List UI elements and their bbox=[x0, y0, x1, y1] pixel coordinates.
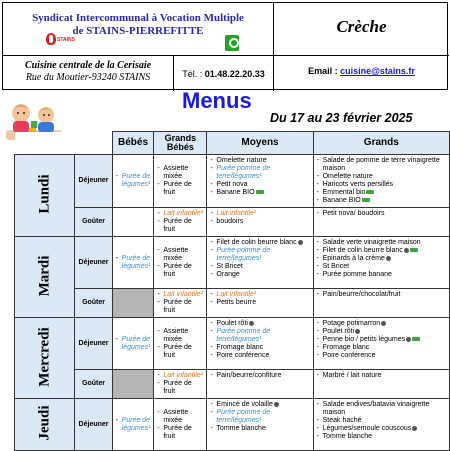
email-label: Email : bbox=[308, 66, 341, 76]
menu-item-text: Tomme blanche bbox=[216, 425, 266, 432]
menu-item-text: Salade verte vinaigrette maison bbox=[322, 239, 421, 246]
grands-item bbox=[316, 263, 447, 271]
grands-bebes-list bbox=[156, 247, 204, 279]
meal-type-cell: Déjeuner bbox=[75, 318, 112, 370]
grands-bebes-item bbox=[156, 425, 204, 441]
menu-item-text: Petit nova/ boudoirs bbox=[322, 210, 385, 217]
stains-logo-icon bbox=[43, 33, 73, 53]
grands-bebes-list bbox=[156, 372, 204, 396]
bebes-item bbox=[115, 255, 152, 271]
moyens-item bbox=[209, 218, 310, 226]
grands-item bbox=[316, 372, 447, 380]
menu-item-text: Penne bio / petits légumes bbox=[322, 336, 406, 343]
moyens-item bbox=[209, 425, 310, 433]
menu-item-text: Steak haché bbox=[322, 417, 362, 424]
menu-item-text: Purée de fruit bbox=[163, 343, 192, 359]
menu-row bbox=[15, 208, 450, 237]
menu-item-text: Purée pomme de terre/légumes¹ bbox=[216, 247, 271, 262]
moyens-list bbox=[209, 239, 310, 279]
bebes-cell bbox=[112, 208, 154, 237]
menu-item-text: Salade de pomme de terre vinaigrette maison bbox=[322, 157, 440, 172]
menu-item-text: St Bricet bbox=[322, 263, 350, 270]
menu-item-text: Purée de fruit bbox=[163, 218, 192, 233]
menu-item-text: Poire conférence bbox=[322, 352, 376, 359]
menu-item-text: Purée de légumes¹ bbox=[121, 416, 151, 432]
menu-table bbox=[14, 131, 450, 451]
grands-list bbox=[316, 291, 447, 299]
moyens-list bbox=[209, 291, 310, 307]
grands-item bbox=[316, 433, 447, 441]
menu-item-text: Poulet rôti bbox=[216, 320, 248, 327]
moyens-item bbox=[209, 344, 310, 352]
menu-item-text: Omelette nature bbox=[322, 173, 373, 180]
quality-label-icon bbox=[381, 321, 386, 326]
moyens-item bbox=[209, 189, 310, 197]
grands-item bbox=[316, 401, 447, 417]
grands-list bbox=[316, 320, 447, 360]
moyens-item bbox=[209, 239, 310, 247]
menu-item-text: Purée de légumes¹ bbox=[121, 335, 151, 351]
grands-cell bbox=[313, 289, 449, 318]
day-label-cell bbox=[15, 399, 75, 451]
grands-bebes-item bbox=[156, 181, 204, 197]
moyens-cell bbox=[207, 208, 313, 237]
meal-type-cell: Goûter bbox=[75, 208, 112, 237]
menu-item-text: Marbré / lait nature bbox=[322, 372, 382, 379]
moyens-item bbox=[209, 320, 310, 328]
meal-type-cell: Déjeuner bbox=[75, 237, 112, 289]
bebes-cell bbox=[112, 318, 154, 370]
menu-item-text: Pain/beurre/confiture bbox=[216, 372, 282, 379]
moyens-list bbox=[209, 210, 310, 226]
menu-item-text: Purée pomme banane bbox=[322, 271, 392, 278]
table-corner bbox=[15, 132, 113, 155]
menu-item-text: Pain/beurre/chocolat/fruit bbox=[322, 291, 401, 298]
grands-bebes-item bbox=[156, 263, 204, 279]
menu-item-text: Lait infantile² bbox=[163, 291, 204, 298]
grands-list bbox=[316, 157, 447, 205]
grands-bebes-item bbox=[156, 210, 204, 218]
organization-line-1: Syndicat Intercommunal à Vocation Multiple bbox=[32, 12, 244, 24]
menu-item-text: Lait infantile² bbox=[163, 210, 204, 217]
grands-item bbox=[316, 417, 447, 425]
moyens-item bbox=[209, 210, 310, 218]
meal-type-cell: Déjeuner bbox=[75, 155, 112, 208]
moyens-item bbox=[209, 181, 310, 189]
bebes-cell bbox=[112, 399, 154, 451]
bebes-cell bbox=[112, 370, 154, 399]
grands-item bbox=[316, 291, 447, 299]
menu-item-text: Fromage blanc bbox=[322, 344, 370, 351]
organic-label-icon bbox=[410, 248, 418, 252]
menu-item-text: St Bricet bbox=[216, 263, 243, 270]
quality-label-icon bbox=[355, 329, 360, 334]
quality-label-icon bbox=[274, 402, 279, 407]
grands-cell bbox=[313, 155, 449, 208]
menu-item-text: Potage potimarron bbox=[322, 320, 381, 327]
grands-list bbox=[316, 239, 447, 279]
grands-bebes-item bbox=[156, 247, 204, 263]
menu-row bbox=[15, 155, 450, 208]
day-label-cell bbox=[15, 155, 75, 237]
email-link[interactable]: cuisine@stains.fr bbox=[340, 66, 415, 76]
moyens-cell bbox=[207, 289, 313, 318]
moyens-list bbox=[209, 372, 310, 380]
grands-list bbox=[316, 401, 447, 441]
grands-bebes-cell bbox=[154, 155, 207, 208]
grands-item bbox=[316, 320, 447, 328]
grands-bebes-item bbox=[156, 409, 204, 425]
moyens-item bbox=[209, 372, 310, 380]
bebes-list bbox=[115, 255, 152, 271]
grands-bebes-cell bbox=[154, 318, 207, 370]
table-header-row bbox=[15, 132, 450, 155]
phone-info bbox=[174, 69, 273, 79]
grands-bebes-list bbox=[156, 165, 204, 197]
column-header-moyens: Moyens bbox=[207, 132, 313, 155]
menu-item-text: Purée de fruit bbox=[163, 181, 192, 196]
bebes-item bbox=[115, 336, 152, 352]
grands-item bbox=[316, 336, 447, 344]
organic-label-icon bbox=[366, 190, 374, 194]
menu-item-text: Banane BIO bbox=[322, 197, 361, 204]
grands-bebes-list bbox=[156, 328, 204, 360]
menu-item-text: Filet de colin beurre blanc bbox=[322, 247, 403, 254]
menu-item-text: Lait infantile² bbox=[216, 291, 257, 298]
menu-row bbox=[15, 289, 450, 318]
menu-item-text: Emincé de volaille bbox=[216, 401, 273, 408]
grands-list bbox=[316, 372, 447, 380]
grands-bebes-list bbox=[156, 291, 204, 315]
menu-item-text: Purée de légumes¹ bbox=[121, 254, 151, 270]
menu-item-text: Purée de fruit bbox=[163, 424, 192, 440]
menu-item-text: Purée de fruit bbox=[163, 299, 192, 314]
moyens-cell bbox=[207, 399, 313, 451]
grands-bebes-item bbox=[156, 165, 204, 181]
menu-item-text: Petit nova bbox=[216, 181, 248, 188]
menu-item-text: Lait infantile² bbox=[216, 210, 257, 217]
grands-item bbox=[316, 352, 447, 360]
grands-cell bbox=[313, 208, 449, 237]
menu-row bbox=[15, 399, 450, 451]
bebes-list bbox=[115, 336, 152, 352]
quality-label-icon bbox=[386, 256, 391, 261]
quality-label-icon bbox=[298, 240, 303, 245]
grands-cell bbox=[313, 318, 449, 370]
grands-bebes-cell bbox=[154, 370, 207, 399]
menu-table-body bbox=[15, 155, 450, 451]
organic-label-icon bbox=[362, 198, 370, 202]
bebes-cell bbox=[112, 155, 154, 208]
menu-item-text: boudoirs bbox=[216, 218, 244, 225]
menu-item-text: Assiette mixée bbox=[163, 408, 189, 424]
menu-item-text: Banane BIO bbox=[216, 189, 255, 196]
column-header-bebes: Bébés bbox=[112, 132, 154, 155]
grands-bebes-list bbox=[156, 210, 204, 234]
moyens-item bbox=[209, 299, 310, 307]
grands-item bbox=[316, 247, 447, 255]
quality-label-icon bbox=[412, 426, 417, 431]
quality-label-icon bbox=[404, 248, 409, 253]
quality-label-icon bbox=[406, 337, 411, 342]
grands-bebes-item bbox=[156, 291, 204, 299]
moyens-item bbox=[209, 165, 310, 181]
moyens-item bbox=[209, 271, 310, 279]
grands-cell bbox=[313, 399, 449, 451]
bebes-list bbox=[115, 417, 152, 433]
grands-bebes-item bbox=[156, 344, 204, 360]
menu-item-text: Poulet rôti bbox=[322, 328, 355, 335]
menu-item-text: Filet de colin beurre blanc bbox=[216, 239, 297, 246]
stains-logo-text: STAINS bbox=[57, 37, 75, 43]
grands-item bbox=[316, 255, 447, 263]
grands-bebes-item bbox=[156, 299, 204, 315]
grands-bebes-item bbox=[156, 372, 204, 380]
phone-number: 01.48.22.20.33 bbox=[204, 69, 265, 79]
email-info bbox=[274, 66, 449, 76]
moyens-item bbox=[209, 291, 310, 299]
menu-item-text: Epinards à la crème bbox=[322, 255, 385, 262]
menu-item-text: Lait infantile² bbox=[163, 372, 204, 379]
moyens-cell bbox=[207, 237, 313, 289]
meal-type-cell: Déjeuner bbox=[75, 399, 112, 451]
grands-item bbox=[316, 344, 447, 352]
menu-item-text: Emmental bio bbox=[322, 189, 366, 196]
menu-row bbox=[15, 237, 450, 289]
kitchen-name: Cuisine centrale de la Cerisaie bbox=[24, 60, 152, 71]
grands-bebes-item bbox=[156, 328, 204, 344]
bebes-list bbox=[115, 173, 152, 189]
grands-item bbox=[316, 189, 447, 197]
menu-item-text: Purée pomme de terre/légumes¹ bbox=[216, 165, 271, 180]
phone-label: Tél. : bbox=[182, 69, 205, 79]
grands-bebes-cell bbox=[154, 399, 207, 451]
menu-item-text: Tomme blanche bbox=[322, 433, 373, 440]
grands-item bbox=[316, 239, 447, 247]
menu-item-text: Assiette mixée bbox=[163, 327, 189, 343]
grands-item bbox=[316, 271, 447, 279]
moyens-item bbox=[209, 352, 310, 360]
grands-item bbox=[316, 425, 447, 433]
quality-label-icon bbox=[249, 321, 254, 326]
moyens-cell bbox=[207, 318, 313, 370]
menu-item-text: Assiette mixée bbox=[163, 246, 189, 262]
grands-bebes-item bbox=[156, 380, 204, 396]
meal-type-cell: Goûter bbox=[75, 289, 112, 318]
menu-item-text: Purée de fruit bbox=[163, 262, 192, 278]
bebes-cell bbox=[112, 237, 154, 289]
grands-list bbox=[316, 210, 447, 218]
kitchen-address: Rue du Moutier-93240 STAINS bbox=[25, 72, 151, 83]
menu-item-text: Orange bbox=[216, 271, 240, 278]
column-header-grands-bebes: Grands Bébés bbox=[154, 132, 207, 155]
menu-item-text: Purée pomme de terre/légumes¹ bbox=[216, 328, 271, 343]
organic-label-icon bbox=[412, 337, 420, 341]
menu-item-text: Purée de fruit bbox=[163, 380, 192, 395]
header-divider bbox=[3, 55, 449, 56]
menu-item-text: Poire conférence bbox=[216, 352, 270, 359]
stains-logo-mark bbox=[46, 33, 56, 45]
menu-item-text: Purée de légumes¹ bbox=[121, 173, 151, 188]
moyens-list bbox=[209, 401, 310, 433]
menu-item-text: Assiette mixée bbox=[163, 165, 189, 180]
bebes-item bbox=[115, 417, 152, 433]
grands-item bbox=[316, 181, 447, 189]
day-name: Jeudi bbox=[36, 405, 53, 441]
bebes-cell bbox=[112, 289, 154, 318]
bebes-item bbox=[115, 173, 152, 189]
pierrefitte-logo-icon bbox=[225, 35, 239, 51]
service-name: Crèche bbox=[336, 17, 387, 36]
meal-type-cell: Goûter bbox=[75, 370, 112, 399]
page-title: Menus bbox=[182, 88, 252, 113]
grands-cell bbox=[313, 237, 449, 289]
moyens-item bbox=[209, 263, 310, 271]
menu-item-text: Petits beurre bbox=[216, 299, 257, 306]
menu-item-text: Salade endives/batavia vinaigrette maison bbox=[322, 401, 430, 416]
moyens-list bbox=[209, 157, 310, 197]
date-range: Du 17 au 23 février 2025 bbox=[270, 111, 413, 125]
moyens-cell bbox=[207, 155, 313, 208]
moyens-item bbox=[209, 409, 310, 425]
column-header-grands: Grands bbox=[313, 132, 449, 155]
moyens-cell bbox=[207, 370, 313, 399]
menu-item-text: Purée pomme de terre/légumes¹ bbox=[216, 409, 271, 424]
kitchen-info bbox=[3, 60, 173, 84]
grands-item bbox=[316, 197, 447, 205]
menu-row bbox=[15, 318, 450, 370]
grands-item bbox=[316, 328, 447, 336]
grands-bebes-item bbox=[156, 218, 204, 234]
day-label-cell bbox=[15, 237, 75, 318]
day-name: Mardi bbox=[36, 255, 53, 296]
organization-line-2: de STAINS-PIERREFITTE bbox=[72, 25, 204, 37]
menu-item-text: Haricots verts persillés bbox=[322, 181, 394, 188]
moyens-item bbox=[209, 328, 310, 344]
grands-item bbox=[316, 157, 447, 173]
day-name: Mercredi bbox=[36, 326, 53, 387]
day-label-cell bbox=[15, 318, 75, 399]
menu-item-text: Fromage blanc bbox=[216, 344, 264, 351]
menu-item-text: Légumes/semoule couscous bbox=[322, 425, 412, 432]
letterhead bbox=[2, 2, 448, 90]
grands-item bbox=[316, 173, 447, 181]
menu-row bbox=[15, 370, 450, 399]
moyens-item bbox=[209, 247, 310, 263]
grands-bebes-list bbox=[156, 409, 204, 441]
moyens-item bbox=[209, 401, 310, 409]
grands-cell bbox=[313, 370, 449, 399]
grands-bebes-cell bbox=[154, 289, 207, 318]
grands-bebes-cell bbox=[154, 208, 207, 237]
moyens-list bbox=[209, 320, 310, 360]
organic-label-icon bbox=[256, 190, 264, 194]
grands-bebes-cell bbox=[154, 237, 207, 289]
menu-item-text: Omelette nature bbox=[216, 157, 267, 164]
day-name: Lundi bbox=[36, 174, 53, 214]
grands-item bbox=[316, 210, 447, 218]
moyens-item bbox=[209, 157, 310, 165]
